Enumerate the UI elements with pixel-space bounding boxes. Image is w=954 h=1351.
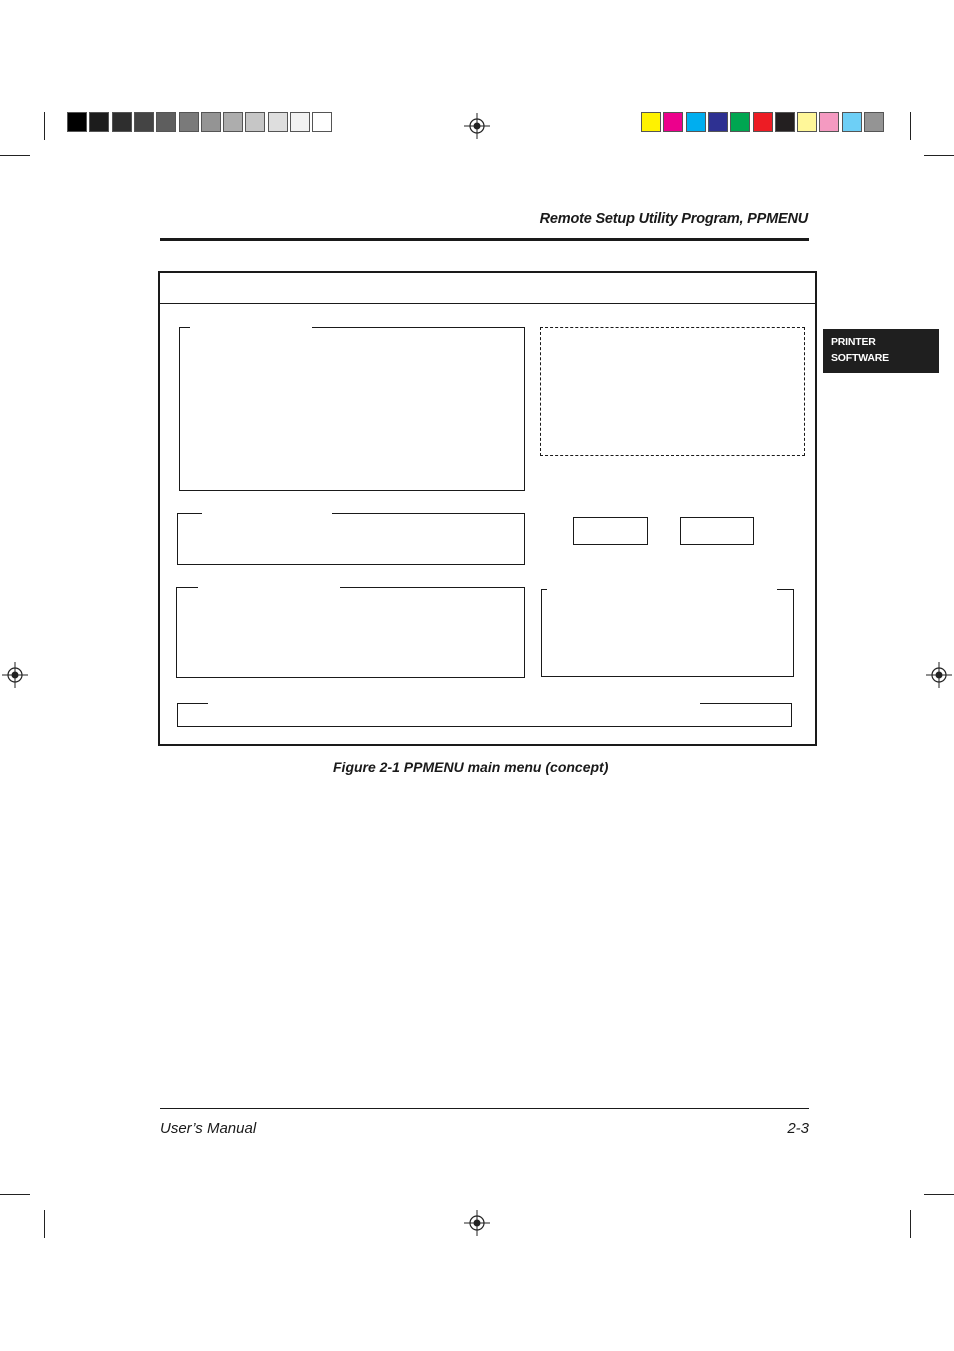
- color-swatch: [663, 112, 683, 132]
- color-swatch: [842, 112, 862, 132]
- status-bar-gap: [208, 702, 700, 705]
- crop-mark: [924, 1194, 954, 1195]
- running-header-title: Remote Setup Utility Program, PPMENU: [539, 211, 808, 227]
- color-swatch: [797, 112, 817, 132]
- color-swatch: [775, 112, 795, 132]
- header-rule: [160, 238, 809, 241]
- registration-mark-icon: [464, 113, 490, 139]
- gray-swatch: [290, 112, 310, 132]
- gray-swatch: [223, 112, 243, 132]
- group-box-bottom-right: [541, 589, 794, 677]
- gray-swatch: [201, 112, 221, 132]
- gray-swatch: [134, 112, 154, 132]
- crop-mark: [0, 155, 30, 156]
- color-swatch: [730, 112, 750, 132]
- chapter-tab-line: SOFTWARE: [831, 352, 889, 364]
- color-swatch: [686, 112, 706, 132]
- crop-mark: [0, 1194, 30, 1195]
- gray-swatch: [112, 112, 132, 132]
- registration-mark-icon: [2, 662, 28, 688]
- registration-mark-icon: [926, 662, 952, 688]
- color-swatch: [864, 112, 884, 132]
- gray-swatch: [156, 112, 176, 132]
- footer-rule: [160, 1108, 809, 1109]
- gray-swatch: [67, 112, 87, 132]
- crop-mark: [910, 1210, 911, 1238]
- crop-mark: [924, 155, 954, 156]
- gray-swatch: [312, 112, 332, 132]
- group-box-label-gap: [198, 586, 340, 589]
- group-box-top-left: [179, 327, 525, 491]
- figure-caption: Figure 2-1 PPMENU main menu (concept): [333, 759, 609, 775]
- gray-swatch: [268, 112, 288, 132]
- footer-manual-title: User’s Manual: [160, 1120, 257, 1137]
- crop-mark: [44, 1210, 45, 1238]
- status-bar: [177, 703, 792, 727]
- window-title-bar-divider: [158, 303, 817, 304]
- color-swatch: [708, 112, 728, 132]
- registration-mark-icon: [464, 1210, 490, 1236]
- group-box-label-gap: [202, 512, 332, 515]
- color-swatch: [819, 112, 839, 132]
- gray-swatch: [179, 112, 199, 132]
- color-swatch: [753, 112, 773, 132]
- group-box-bottom-left: [176, 587, 525, 678]
- group-box-middle-left: [177, 513, 525, 565]
- gray-swatch: [89, 112, 109, 132]
- group-box-label-gap: [190, 326, 312, 329]
- dashed-preview-area: [540, 327, 805, 456]
- group-box-label-gap: [547, 588, 777, 591]
- crop-mark: [44, 112, 45, 140]
- crop-mark: [910, 112, 911, 140]
- dialog-button-right[interactable]: [680, 517, 754, 545]
- color-swatch: [641, 112, 661, 132]
- dialog-button-left[interactable]: [573, 517, 648, 545]
- gray-swatch: [245, 112, 265, 132]
- footer-page-number: 2-3: [787, 1120, 809, 1137]
- chapter-tab-line: PRINTER: [831, 336, 876, 348]
- chapter-tab: [823, 329, 939, 373]
